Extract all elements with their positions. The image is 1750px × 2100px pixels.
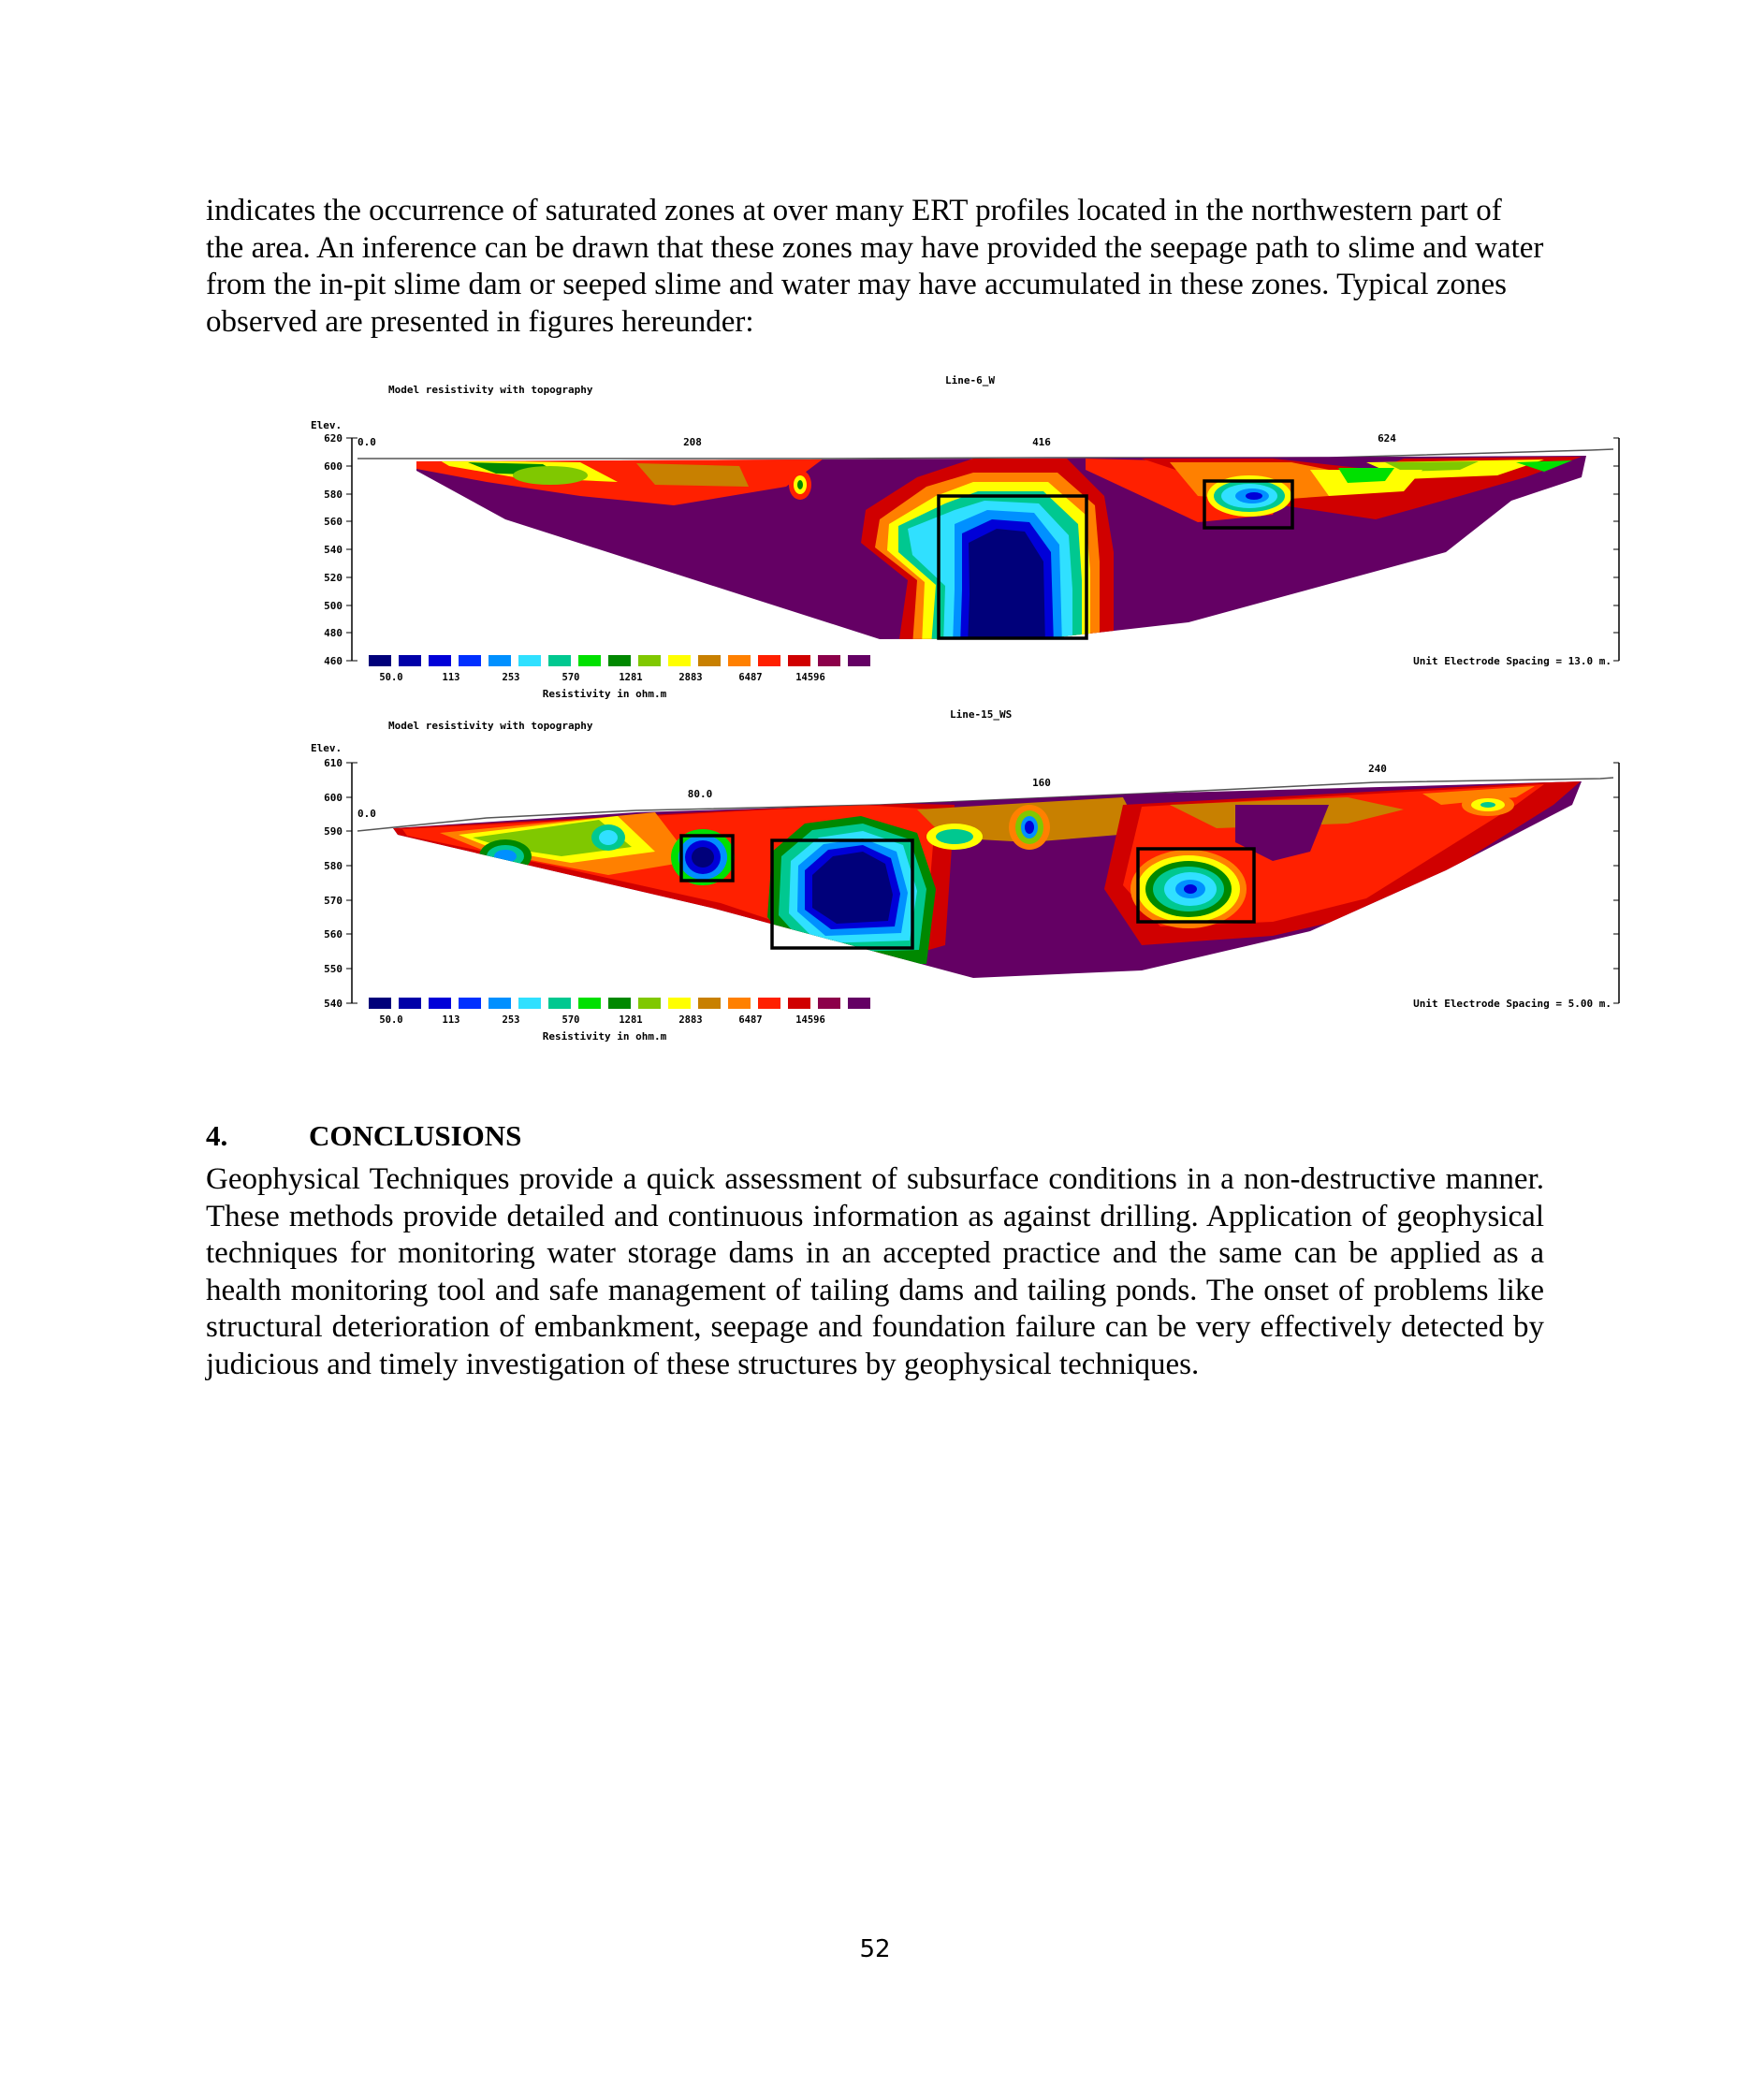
section-b-legend	[369, 998, 870, 1043]
legend-swatch	[548, 655, 571, 666]
legend-swatch	[518, 655, 541, 666]
distance-tick: 160	[1032, 777, 1051, 789]
legend-swatch	[399, 655, 421, 666]
legend-value: 2883	[678, 1014, 703, 1026]
legend-swatch	[668, 655, 691, 666]
distance-tick: 0.0	[357, 436, 376, 448]
legend-swatch	[369, 998, 391, 1009]
legend-value: 14596	[795, 672, 825, 683]
legend-swatch	[758, 655, 780, 666]
legend-swatch	[518, 998, 541, 1009]
elevation-tick	[324, 963, 352, 975]
distance-tick: 416	[1032, 436, 1051, 448]
legend-swatch	[548, 998, 571, 1009]
intro-paragraph: indicates the occurrence of saturated zones at over many ERT profiles located in the northwestern part of the area. An inference can be drawn that these zones may have provided the seepage path to slime and water from the in-pit slime dam or seeped slime and water may have accumulated in these zones. Typical zones observed are presented in figures hereunder:	[206, 194, 1544, 339]
section-number: 4.	[206, 1119, 228, 1152]
legend-value: 113	[442, 1014, 460, 1026]
distance-tick: 0.0	[357, 808, 376, 820]
legend-swatch	[638, 998, 661, 1009]
section-a-elev-label: Elev.	[311, 419, 343, 431]
elevation-tick	[324, 757, 352, 769]
section-a-elevation-ticks	[324, 432, 352, 667]
elevation-tick	[324, 860, 352, 872]
legend-swatch	[369, 655, 391, 666]
legend-swatch	[578, 998, 601, 1009]
svg-text:550: 550	[324, 963, 343, 975]
svg-text:580: 580	[324, 489, 343, 501]
svg-text:610: 610	[324, 757, 343, 769]
legend-value: 6487	[738, 672, 763, 683]
elevation-tick	[324, 600, 352, 612]
legend-value: 253	[502, 672, 520, 683]
legend-swatch	[728, 998, 751, 1009]
legend-swatch	[758, 998, 780, 1009]
svg-text:580: 580	[324, 860, 343, 872]
distance-tick: 80.0	[687, 788, 713, 800]
elevation-tick	[324, 489, 352, 501]
section-title: CONCLUSIONS	[309, 1119, 522, 1152]
section-b-subtitle: Model resistivity with topography	[388, 720, 593, 732]
legend-value: 570	[561, 1014, 580, 1026]
legend-swatch	[489, 998, 511, 1009]
elevation-tick	[324, 792, 352, 804]
legend-swatch	[848, 998, 870, 1009]
legend-value: 14596	[795, 1014, 825, 1026]
svg-text:570: 570	[324, 895, 343, 907]
distance-tick: 624	[1378, 432, 1396, 445]
svg-text:560: 560	[324, 928, 343, 941]
elevation-tick	[324, 627, 352, 639]
svg-text:600: 600	[324, 792, 343, 804]
legend-swatch	[459, 998, 481, 1009]
section-a-distance-ticks	[357, 432, 1396, 448]
page-number: 52	[859, 1935, 891, 1963]
svg-text:560: 560	[324, 516, 343, 528]
svg-text:540: 540	[324, 544, 343, 556]
legend-swatch	[848, 655, 870, 666]
legend-swatch	[399, 998, 421, 1009]
section-a-resistivity-body	[393, 449, 1600, 650]
legend-swatch	[429, 655, 451, 666]
legend-swatch	[578, 655, 601, 666]
legend-value: 570	[561, 672, 580, 683]
legend-value: 113	[442, 672, 460, 683]
section-a	[311, 374, 1619, 700]
legend-swatch	[698, 998, 721, 1009]
elevation-tick	[324, 928, 352, 941]
svg-text:620: 620	[324, 432, 343, 445]
svg-text:600: 600	[324, 460, 343, 473]
legend-swatch	[608, 655, 631, 666]
elevation-tick	[324, 825, 352, 838]
legend-value: 1281	[619, 1014, 643, 1026]
elevation-tick	[324, 460, 352, 473]
distance-tick: 208	[683, 436, 702, 448]
legend-swatch	[818, 998, 840, 1009]
resistivity-sections-svg	[299, 365, 1628, 1057]
legend-value: 1281	[619, 672, 643, 683]
svg-text:590: 590	[324, 825, 343, 838]
elevation-tick	[324, 655, 352, 667]
legend-swatch	[788, 655, 810, 666]
conclusions-heading	[206, 1119, 521, 1153]
legend-swatch	[608, 998, 631, 1009]
svg-text:460: 460	[324, 655, 343, 667]
legend-swatch	[788, 998, 810, 1009]
elevation-tick	[324, 544, 352, 556]
conclusions-paragraph: Geophysical Techniques provide a quick assessment of subsurface conditions in a non-destructive manner. These methods provide detailed and continuous information as against drilling. Application of geophysical techniques for monitoring water storage dams in an accepted practice and the same can be applied as a health monitoring tool and safe management of tailing dams and tailing ponds. The onset of problems like structural deterioration of embankment, seepage and foundation failure can be very effectively detected by judicious and timely investigation of these structures by geophysical techniques.	[206, 1162, 1544, 1381]
svg-text:480: 480	[324, 627, 343, 639]
legend-swatch	[698, 655, 721, 666]
section-a-spacing-note: Unit Electrode Spacing = 13.0 m.	[1413, 655, 1611, 667]
section-a-legend	[369, 655, 870, 700]
legend-value: 2883	[678, 672, 703, 683]
elevation-tick	[324, 998, 352, 1010]
legend-value: 253	[502, 1014, 520, 1026]
section-b-elev-label: Elev.	[311, 742, 343, 754]
legend-swatch	[728, 655, 751, 666]
legend-swatch	[668, 998, 691, 1009]
legend-title: Resistivity in ohm.m	[542, 1030, 667, 1043]
legend-value: 6487	[738, 1014, 763, 1026]
elevation-tick	[324, 572, 352, 584]
section-b-line-name: Line-15_WS	[950, 708, 1013, 721]
section-a-subtitle: Model resistivity with topography	[388, 384, 593, 396]
distance-tick: 240	[1368, 763, 1387, 775]
elevation-tick	[324, 432, 352, 445]
legend-swatch	[638, 655, 661, 666]
section-b-elevation-ticks	[324, 757, 352, 1010]
legend-swatch	[818, 655, 840, 666]
elevation-tick	[324, 895, 352, 907]
legend-value: 50.0	[379, 1014, 403, 1026]
section-b-spacing-note: Unit Electrode Spacing = 5.00 m.	[1413, 998, 1611, 1010]
legend-swatch	[489, 655, 511, 666]
section-b-resistivity-body	[384, 777, 1591, 983]
section-b	[311, 708, 1619, 1043]
legend-swatch	[429, 998, 451, 1009]
svg-text:520: 520	[324, 572, 343, 584]
elevation-tick	[324, 516, 352, 528]
svg-text:540: 540	[324, 998, 343, 1010]
legend-value: 50.0	[379, 672, 403, 683]
legend-title: Resistivity in ohm.m	[542, 688, 667, 700]
svg-text:500: 500	[324, 600, 343, 612]
legend-swatch	[459, 655, 481, 666]
section-a-line-name: Line-6_W	[945, 374, 995, 386]
resistivity-figure	[299, 365, 1628, 1057]
